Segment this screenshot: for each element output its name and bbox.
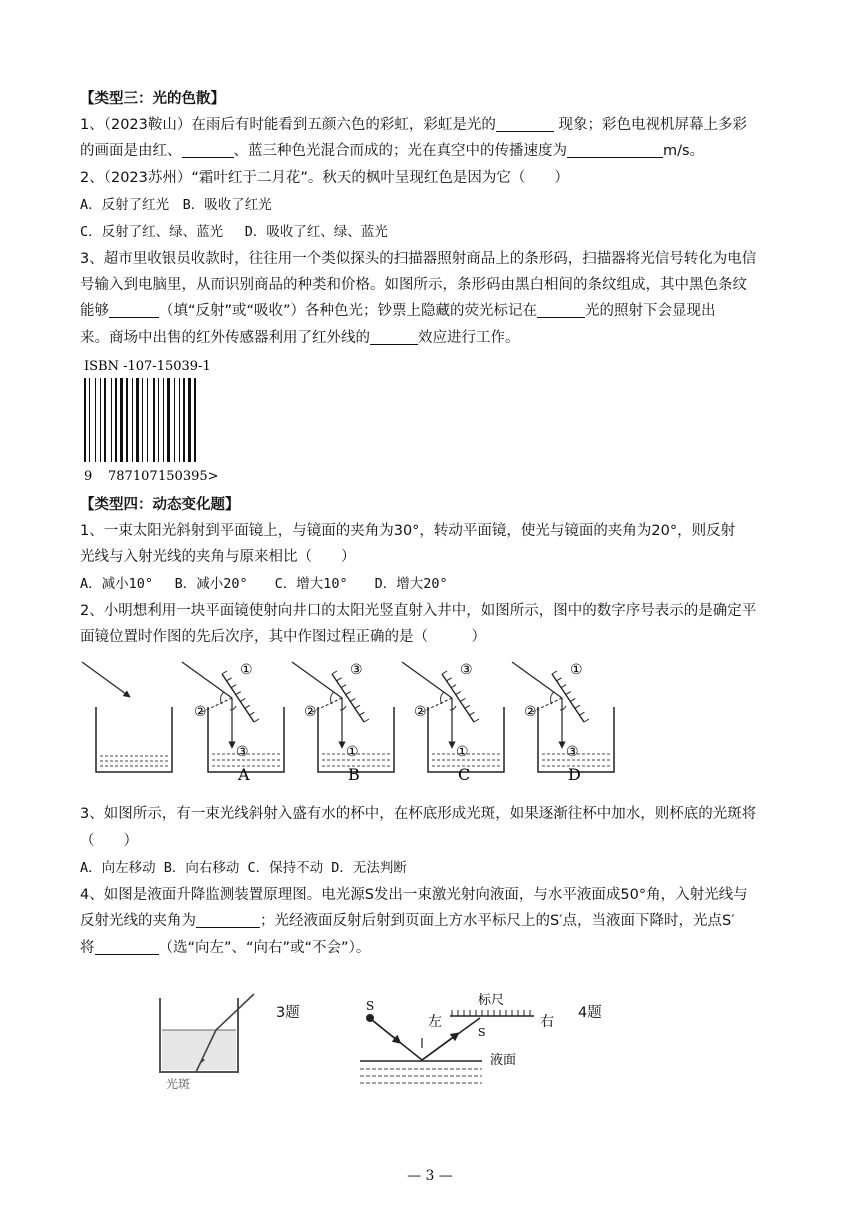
incident-ray xyxy=(512,662,562,698)
barcode-bar xyxy=(95,378,96,462)
mirror-hatch xyxy=(469,712,474,715)
barcode-top-text: ISBN -107-15039-1 xyxy=(84,359,211,374)
section4-heading: 【类型四：动态变化题】 xyxy=(80,497,240,513)
angle-arc xyxy=(450,706,456,710)
q3-figure-caption: 3题 xyxy=(276,1005,300,1021)
barcode-figure xyxy=(82,356,222,486)
section3-heading: 【类型三：光的色散】 xyxy=(80,91,225,107)
barcode-bar xyxy=(174,378,175,462)
mirror-hatch xyxy=(442,671,447,674)
mirror-hatch xyxy=(465,705,470,708)
step-mark: ③ xyxy=(460,662,473,678)
barcode-bar xyxy=(104,378,106,462)
s4-q4-line3 xyxy=(80,937,800,959)
step-mark: ① xyxy=(570,662,583,678)
s4-q2-line1: 2、小明想利用一块平面镜使射向井口的太阳光竖直射入井中，如图所示，图中的数字序号表示的是确定平 xyxy=(80,603,757,619)
blank[interactable] xyxy=(496,115,554,132)
page-number: — 3 — xyxy=(407,1168,453,1184)
barcode-bar xyxy=(132,378,133,462)
barcode-digit-left: 9 xyxy=(84,469,93,484)
mirror-hatch xyxy=(222,671,227,674)
s4-q3-line1: 3、如图所示，有一束光线斜射入盛有水的杯中，在杯底形成光斑，如果逐渐往杯中加水，则杯底的光斑将 xyxy=(80,806,757,822)
mirror-hatch xyxy=(240,698,245,701)
step-mark: ② xyxy=(304,704,317,720)
incident-ray xyxy=(182,662,232,698)
s4-q3-options: A．向左移动 B．向右移动 C．保持不动 D．无法判断 xyxy=(80,860,407,876)
ruler-label: 标尺 xyxy=(478,993,505,1008)
mirror-hatch xyxy=(245,705,250,708)
barcode-bar xyxy=(142,378,143,462)
mirror-hatch xyxy=(552,671,557,674)
option-label: C xyxy=(458,765,471,782)
barcode-bar xyxy=(147,378,148,462)
s3-q2-options-ab: A．反射了红光 B．吸收了红光 xyxy=(80,197,272,213)
s3-q2-stem: 2、（2023苏州）“霜叶红于二月花”。秋天的枫叶呈现红色是因为它（ ） xyxy=(80,170,569,186)
s4-q4-text: 将 xyxy=(80,940,95,956)
s4-q1-options: A．减小10° B．减小20° C．增大10° D．增大20° xyxy=(80,576,448,592)
barcode-bar xyxy=(183,378,185,462)
step-mark: ① xyxy=(240,662,253,678)
step-mark: ② xyxy=(194,704,207,720)
s4-q2-line2: 面镜位置时作图的先后次序，其中作图过程正确的是（ ） xyxy=(80,629,486,645)
step-mark: ③ xyxy=(236,744,249,760)
barcode-bar xyxy=(111,378,112,462)
barcode-bar xyxy=(120,378,123,462)
mirror-hatch xyxy=(474,719,479,722)
s4-q3-line2: （ ） xyxy=(80,833,138,849)
mirror-hatch xyxy=(227,678,232,681)
s4-q1-line2: 光线与入射光线的夹角与原来相比（ ） xyxy=(80,549,356,565)
blank[interactable] xyxy=(109,301,159,318)
q4-figure-caption: 4题 xyxy=(578,1005,602,1021)
mirror-hatch xyxy=(337,678,342,681)
s4-q4-text: ；光经液面反射后射到页面上方水平标尺上的S′点，当液面下降时，光点S′ xyxy=(260,913,735,929)
mirror-hatch xyxy=(561,685,566,688)
light-spot-label: 光斑 xyxy=(166,1077,191,1090)
s3-q3-line4 xyxy=(80,327,800,349)
mirror-hatch xyxy=(570,698,575,701)
well-option-b xyxy=(292,662,394,782)
blank[interactable] xyxy=(196,911,260,928)
incident-ray xyxy=(402,662,452,698)
right-label: 右 xyxy=(540,1014,554,1030)
s3-q3-text: 光的照射下会显现出 xyxy=(585,303,716,319)
mirror-hatch xyxy=(332,671,337,674)
s4-q4-text: （选“向左”、“向右”或“不会”）。 xyxy=(158,940,371,956)
s3-q1-text-d: 、蓝三种色光混合而成的；光在真空中的传播速度为 xyxy=(233,143,567,159)
s3-q3-text: （填“反射”或“吸收”）各种色光；钞票上隐藏的荧光标记在 xyxy=(159,303,538,319)
mirror-hatch xyxy=(451,685,456,688)
s4-q4-line2 xyxy=(80,910,800,932)
barcode-bar xyxy=(126,378,128,462)
s3-q1-text-e: m/s。 xyxy=(663,143,705,159)
s3-q1-text-b: 现象；彩色电视机屏幕上多彩 xyxy=(553,117,747,133)
well-original xyxy=(82,662,172,772)
mirror-hatch xyxy=(350,698,355,701)
option-label: D xyxy=(568,765,581,782)
q3-figure xyxy=(150,990,270,1090)
source-label: S xyxy=(366,999,375,1013)
mirror-hatch xyxy=(447,678,452,681)
mirror-hatch xyxy=(359,712,364,715)
s3-q1-line1 xyxy=(80,114,800,136)
s3-q1-text-a: 1、（2023鞍山）在雨后有时能看到五颜六色的彩虹，彩虹是光的 xyxy=(80,117,496,133)
well-option-d xyxy=(512,662,614,782)
barcode-bar xyxy=(158,378,159,462)
well xyxy=(538,707,614,772)
barcode-bar xyxy=(188,378,191,462)
s3-q3-text: 能够 xyxy=(80,303,109,319)
blank[interactable] xyxy=(537,301,585,318)
barcode-bar xyxy=(115,378,117,462)
mirror-hatch xyxy=(456,692,461,695)
blank[interactable] xyxy=(370,328,418,345)
step-mark: ① xyxy=(456,744,469,760)
well-option-a xyxy=(182,662,284,782)
barcode-bar xyxy=(179,378,180,462)
s3-q3-line2: 号输入到电脑里，从而识别商品的种类和价格。如图所示，条形码由黑白相间的条纹组成，其中黑色条纹 xyxy=(80,277,747,293)
mirror-hatch xyxy=(254,719,259,722)
blank[interactable] xyxy=(95,938,159,955)
step-mark: ③ xyxy=(350,662,363,678)
mirror-hatch xyxy=(557,678,562,681)
s3-q3-line1: 3、超市里收银员收款时，往往用一个类似探头的扫描器照射商品上的条形码，扫描器将光信号转化为电信 xyxy=(80,251,757,267)
mirror-hatch xyxy=(236,692,241,695)
mirror-hatch xyxy=(460,698,465,701)
barcode-bar xyxy=(100,378,101,462)
option-label: B xyxy=(348,765,360,782)
step-mark: ② xyxy=(524,704,537,720)
barcode-digit-right: 150395> xyxy=(158,469,219,484)
angle-arc xyxy=(230,706,236,710)
s3-q1-text-c: 的画面是由红、 xyxy=(80,143,182,159)
option-label: A xyxy=(238,765,250,782)
barcode-bar xyxy=(163,378,164,462)
well xyxy=(318,707,394,772)
angle-arc xyxy=(340,706,346,710)
barcode-digit-mid: 787107 xyxy=(108,469,158,484)
barcode-bar xyxy=(153,378,155,462)
s4-q4-text: 反射光线的夹角为 xyxy=(80,913,196,929)
mirror-hatch xyxy=(341,685,346,688)
angle-arc xyxy=(560,706,566,710)
s-prime-label: S xyxy=(478,1026,486,1039)
left-label: 左 xyxy=(428,1014,442,1030)
incident-ray xyxy=(292,662,342,698)
mirror-hatch xyxy=(355,705,360,708)
mirror-hatch xyxy=(346,692,351,695)
q2-figure xyxy=(80,652,620,782)
s3-q2-options-cd: C．反射了红、绿、蓝光 D．吸收了红、绿、蓝光 xyxy=(80,224,388,240)
s4-q1-line1: 1、一束太阳光斜射到平面镜上，与镜面的夹角为30°，转动平面镜，使光与镜面的夹角为20°，则反射 xyxy=(80,523,736,539)
s4-q4-line1: 4、如图是液面升降监测装置原理图。电光源S发出一束激光射向液面，与水平液面成50°角，入射光线与 xyxy=(80,887,748,903)
well-option-c xyxy=(402,662,504,782)
liquid-label: 液面 xyxy=(490,1053,517,1068)
s3-q3-text: 效应进行工作。 xyxy=(418,330,520,346)
barcode-bar xyxy=(84,378,86,462)
s3-q1-line2 xyxy=(80,140,800,162)
step-mark: ① xyxy=(346,744,359,760)
mirror-hatch xyxy=(231,685,236,688)
step-mark: ② xyxy=(414,704,427,720)
barcode-bar xyxy=(167,378,170,462)
mirror-hatch xyxy=(364,719,369,722)
barcode-bar xyxy=(136,378,139,462)
mirror-hatch xyxy=(579,712,584,715)
barcode-bar xyxy=(194,378,196,462)
s3-q3-text: 来。商场中出售的红外传感器利用了红外线的 xyxy=(80,330,370,346)
well xyxy=(428,707,504,772)
mirror-hatch xyxy=(584,719,589,722)
blank[interactable] xyxy=(567,141,663,158)
well xyxy=(208,707,284,772)
blank[interactable] xyxy=(182,141,234,158)
s3-q3-line3 xyxy=(80,300,800,322)
q4-figure xyxy=(352,986,562,1086)
step-mark: ③ xyxy=(566,744,579,760)
barcode-bars xyxy=(84,378,196,462)
mirror-hatch xyxy=(575,705,580,708)
mirror-hatch xyxy=(249,712,254,715)
barcode-bar xyxy=(89,378,90,462)
mirror-hatch xyxy=(566,692,571,695)
